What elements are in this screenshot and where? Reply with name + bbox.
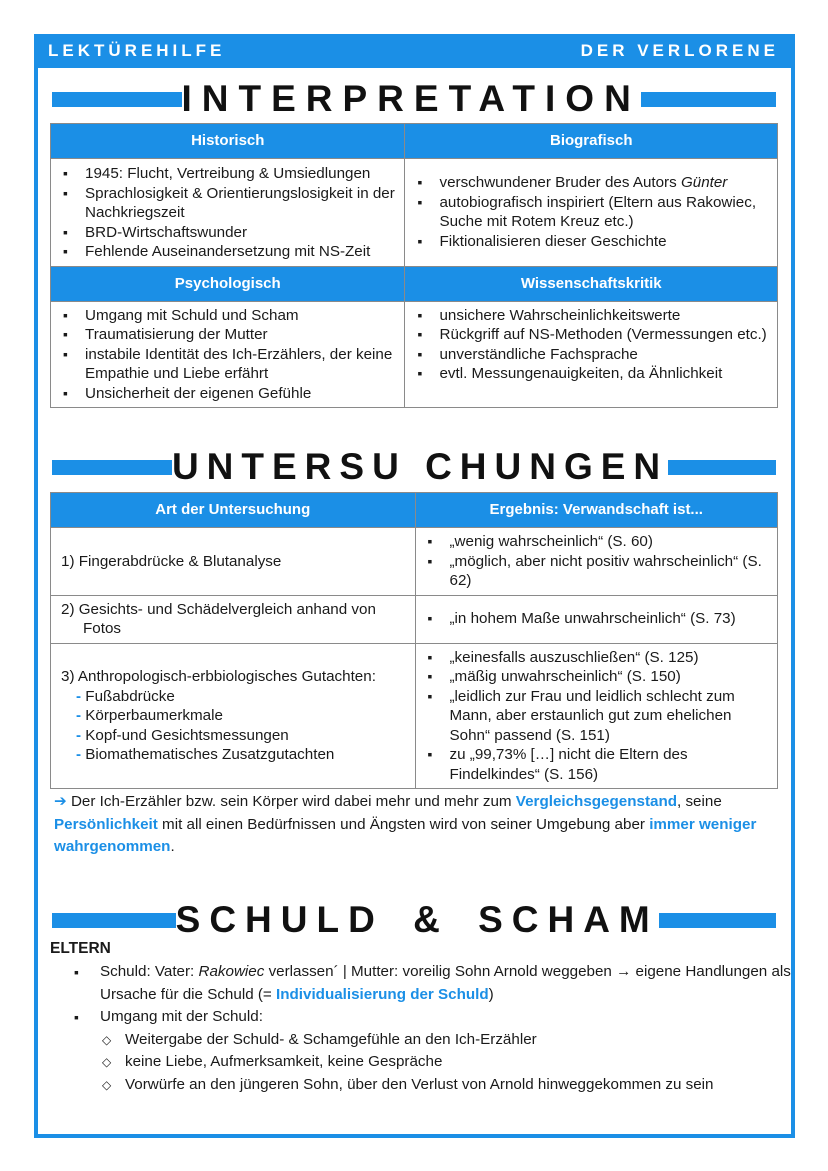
title-bar-left — [52, 913, 176, 928]
sub-item: - Biomathematisches Zusatzgutachten — [76, 746, 335, 763]
sub-item: - Fußabdrücke — [76, 687, 175, 705]
untersuchungen-table — [50, 492, 778, 789]
art-3-text: 3) Anthropologisch-erbbiologisches Gutachten: — [61, 668, 376, 685]
heading-psychologisch: Psychologisch — [51, 266, 405, 301]
interpretation-table — [50, 123, 778, 408]
section-title-untersuchungen — [52, 446, 776, 488]
list-item: ▪ „keinesfalls auszuschließen“ (S. 125) — [426, 648, 770, 668]
sub-list-item: ◇ Weitergabe der Schuld- & Schamgefühle an den Ich-Erzähler — [100, 1029, 792, 1052]
list-item: ▪ 1945: Flucht, Vertreibung & Umsiedlungen — [61, 164, 396, 184]
title-bar-left — [52, 460, 172, 475]
list-item: ▪ „mäßig unwahrscheinlich“ (S. 150) — [426, 667, 770, 687]
header-bar — [34, 34, 795, 68]
list-item: ▪ autobiografisch inspiriert (Eltern aus Rakowiec, Suche mit Rotem Kreuz etc.) — [415, 193, 769, 232]
header-left: LEKTÜREHILFE — [48, 41, 226, 60]
section-title-interpretation — [52, 78, 776, 120]
title-bar-right — [659, 913, 776, 928]
title-bar-left — [52, 92, 182, 107]
cell-historisch — [51, 159, 405, 267]
heading-historisch: Historisch — [51, 124, 405, 159]
title-bar-right — [641, 92, 776, 107]
cell-result-2 — [415, 595, 778, 643]
list-item: ▪ unverständliche Fachsprache — [415, 345, 769, 365]
list-item: ▪ instabile Identität des Ich-Erzählers, der keine Empathie und Liebe erfährt — [61, 345, 396, 384]
sub-list-item: ◇ keine Liebe, Aufmerksamkeit, keine Gespräche — [100, 1051, 792, 1074]
list-item: ▪ „in hohem Maße unwahrscheinlich“ (S. 73) — [426, 609, 770, 629]
heading-ergebnis: Ergebnis: Verwandschaft ist... — [415, 493, 778, 528]
heading-wissenschaftskritik: Wissenschaftskritik — [405, 266, 778, 301]
section-title-schuld — [52, 899, 776, 941]
cell-art-1: 1) Fingerabdrücke & Blutanalyse — [51, 528, 416, 596]
list-item: ▪ Fehlende Auseinandersetzung mit NS-Zeit — [61, 242, 396, 262]
title-bar-right — [668, 460, 776, 475]
list-item: ▪ Rückgriff auf NS-Methoden (Vermessungen etc.) — [415, 325, 769, 345]
cell-art-3 — [51, 643, 416, 789]
art-2-text: 2) Gesichts- und Schädelvergleich anhand von Fotos — [61, 600, 376, 637]
list-item: ▪ Schuld: Vater: Rakowiec verlassen´ | Mutter: voreilig Sohn Arnold weggeben → eigene Handlungen als Ursache für die Schuld (= Individualisierung der Schuld) — [72, 961, 792, 1006]
header-right: DER VERLORENE — [580, 41, 779, 60]
cell-wissenschaftskritik — [405, 301, 778, 408]
sub-list-item: ◇ Vorwürfe an den jüngeren Sohn, über den Verlust von Arnold hinweggekommen zu sein — [100, 1074, 792, 1097]
cell-result-3 — [415, 643, 778, 789]
interpretation-title: INTERPRETATION — [181, 78, 641, 119]
list-item: ▪ „möglich, aber nicht positiv wahrscheinlich“ (S. 62) — [426, 552, 770, 591]
list-item: ▪ Unsicherheit der eigenen Gefühle — [61, 384, 396, 404]
list-item: ▪ „leidlich zur Frau und leidlich schlecht zum Mann, aber erstaunlich gut zum ehelichen Sohn“ passend (S. 151) — [426, 687, 770, 746]
list-item: ▪ verschwundener Bruder des Autors Günter — [415, 173, 769, 193]
list-item: ▪ zu „99,73% […] nicht die Eltern des Findelkindes“ (S. 156) — [426, 745, 770, 784]
list-item: ▪ evtl. Messungenauigkeiten, da Ähnlichkeit — [415, 364, 769, 384]
list-item: ▪ Umgang mit der Schuld: ◇ Weitergabe der Schuld- & Schamgefühle an den Ich-Erzähler ◇ keine Liebe, Aufmerksamkeit, keine Gespräche ◇ Vorwürfe an den jüngeren Sohn, über den Verlust von Arnold hinweggekommen zu sein — [72, 1006, 792, 1096]
list-item: ▪ Sprachlosigkeit & Orientierungslosigkeit in der Nachkriegszeit — [61, 184, 396, 223]
schuld-title: SCHULD & SCHAM — [175, 899, 659, 940]
cell-biografisch — [405, 159, 778, 267]
list-item: ▪ unsichere Wahrscheinlichkeitswerte — [415, 306, 769, 326]
schuld-list — [72, 961, 792, 1096]
list-item: ▪ Fiktionalisieren dieser Geschichte — [415, 232, 769, 252]
list-item: ▪ Traumatisierung der Mutter — [61, 325, 396, 345]
cell-art-2 — [51, 595, 416, 643]
list-item: ▪ Umgang mit Schuld und Scham — [61, 306, 396, 326]
heading-biografisch: Biografisch — [405, 124, 778, 159]
list-item: ▪ BRD-Wirtschaftswunder — [61, 223, 396, 243]
conclusion-paragraph: ➔ Der Ich-Erzähler bzw. sein Körper wird dabei mehr und mehr zum Vergleichsgegenstand, seine Persönlichkeit mit all einen Bedürfnissen und Ängsten wird von seiner Umgebung aber immer weniger wahrgenommen. — [54, 793, 757, 855]
list-item: ▪ „wenig wahrscheinlich“ (S. 60) — [426, 532, 770, 552]
untersuchungen-title: UNTERSU CHUNGEN — [171, 446, 669, 487]
cell-result-1 — [415, 528, 778, 596]
cell-psychologisch — [51, 301, 405, 408]
sub-item: - Kopf-und Gesichtsmessungen — [76, 726, 289, 744]
sub-item: - Körperbaumerkmale — [76, 707, 223, 724]
heading-art: Art der Untersuchung — [51, 493, 416, 528]
eltern-heading: ELTERN — [50, 940, 111, 957]
arrow-icon: ➔ — [54, 793, 67, 810]
